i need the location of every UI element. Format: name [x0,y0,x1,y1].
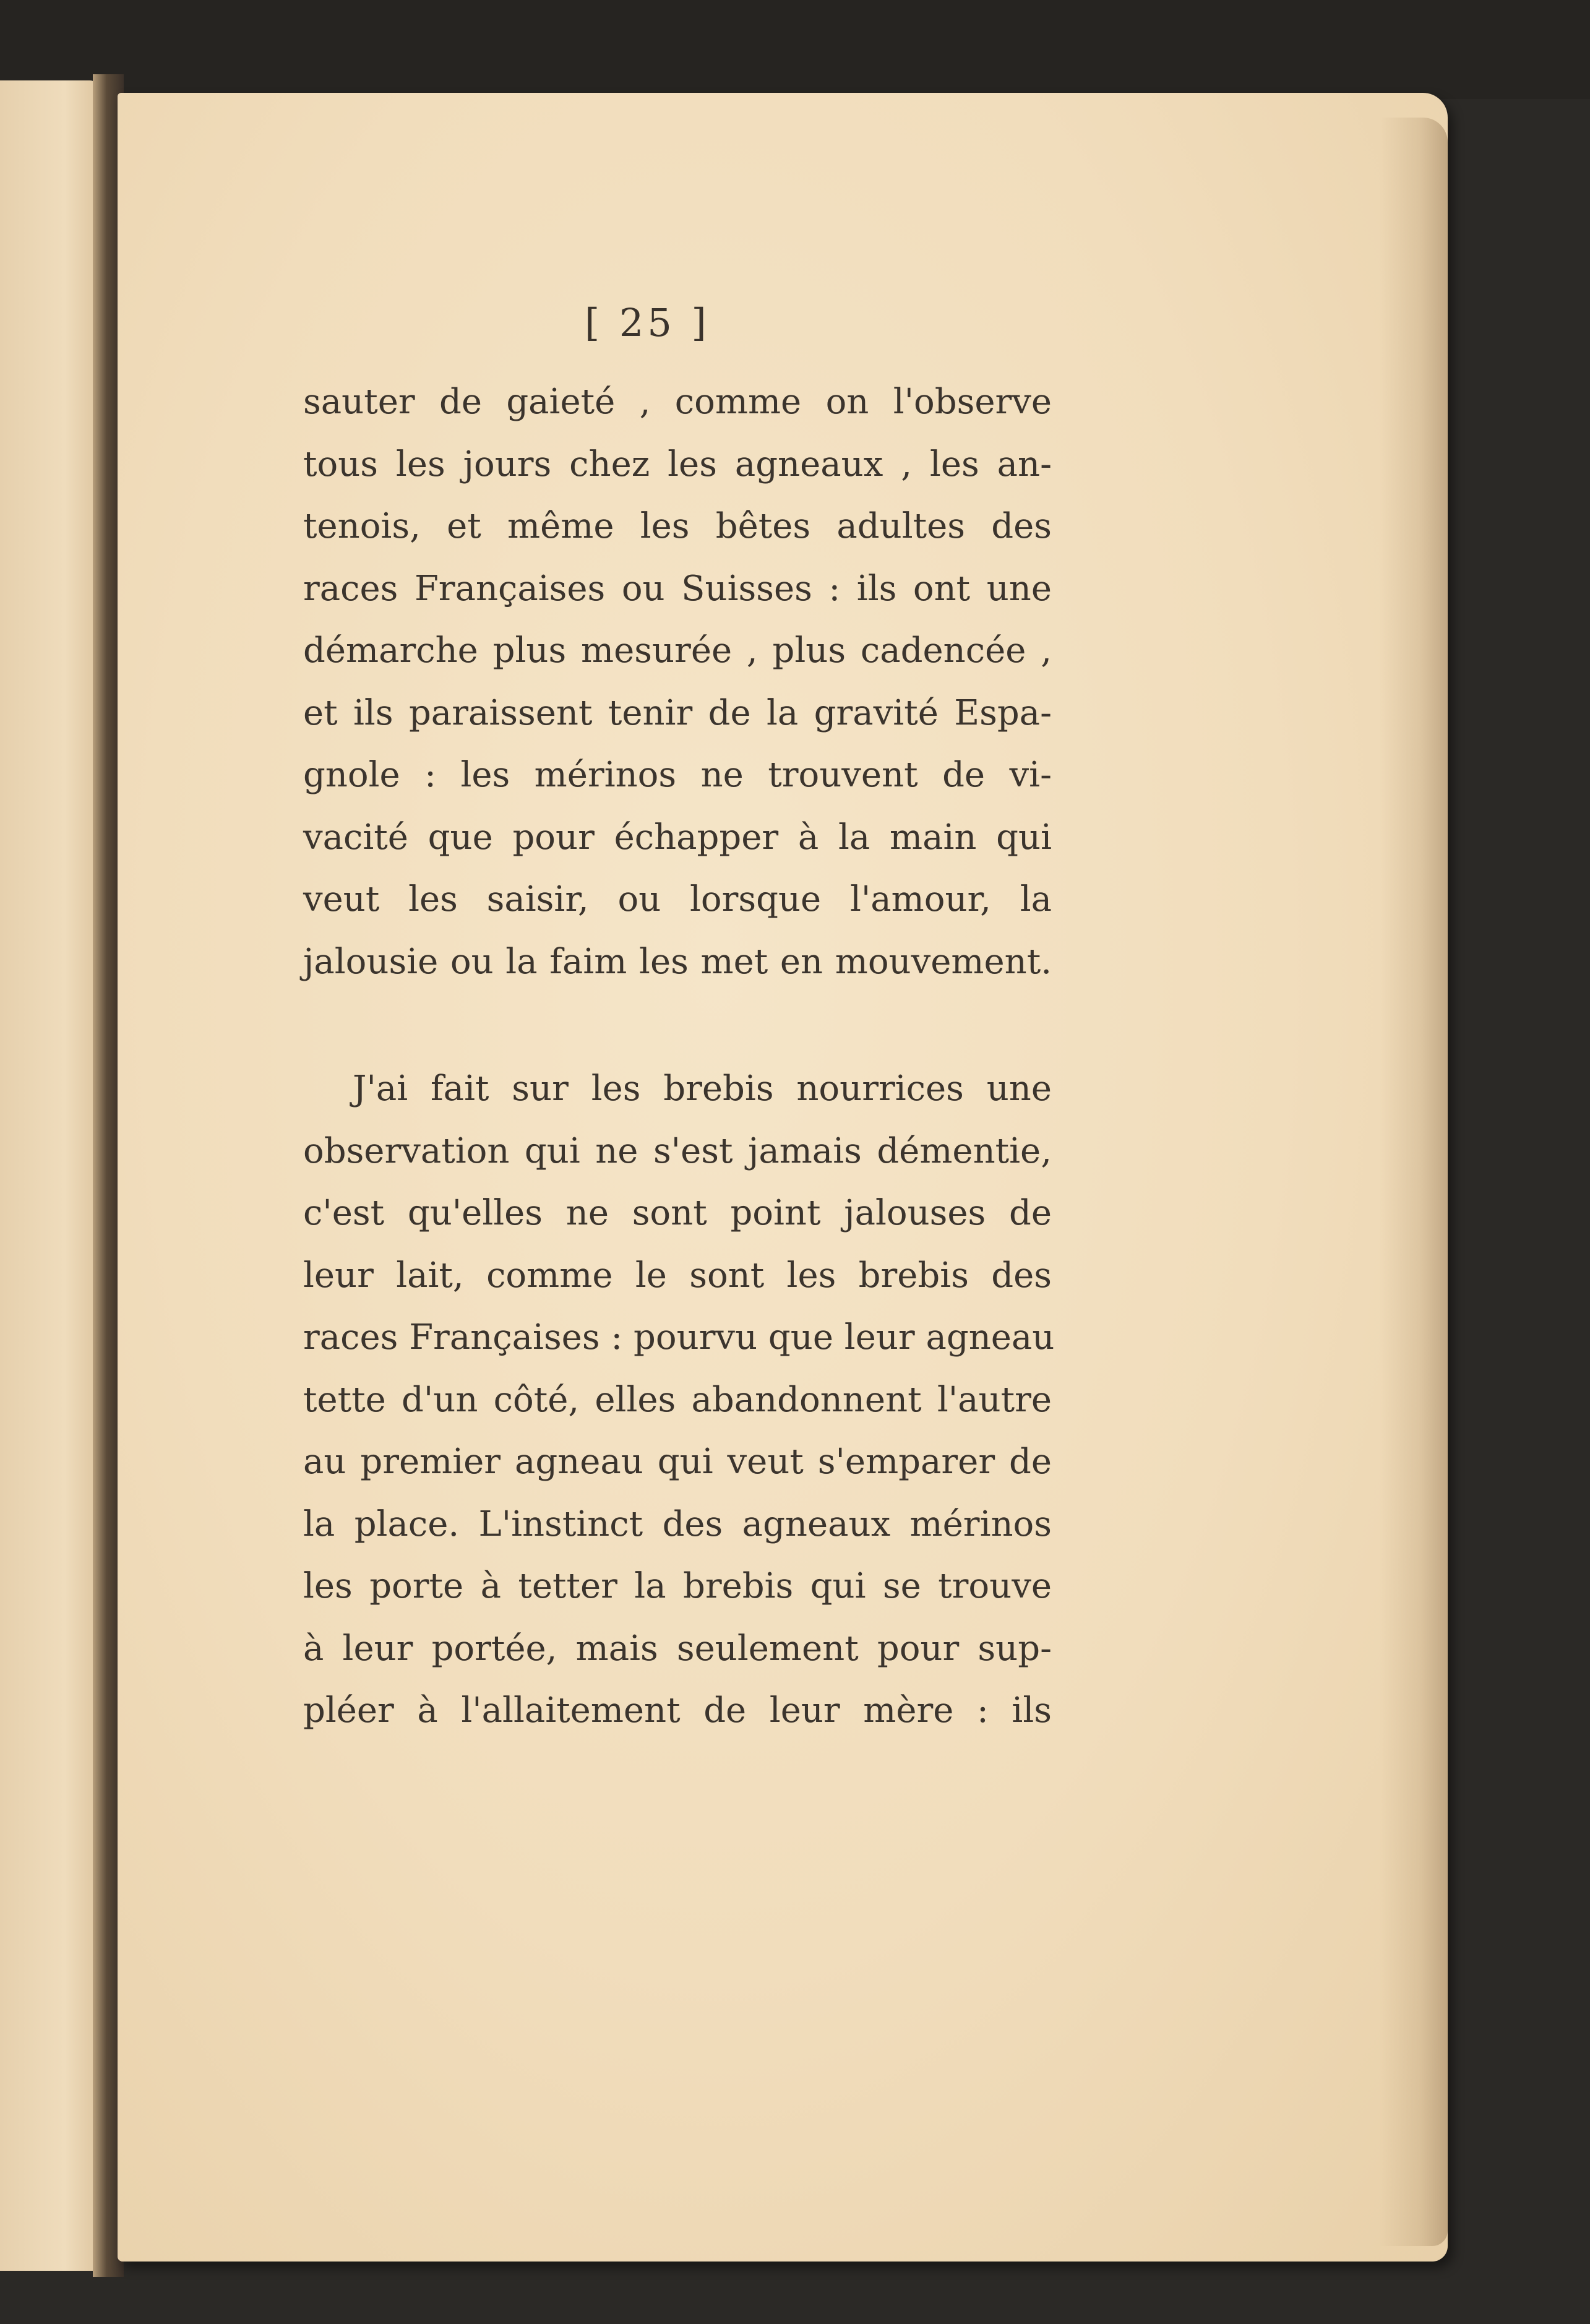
text-line: jalousie ou la faim les met en mouvement. [303,941,1052,982]
text-line: démarche plus mesurée , plus cadencée , [303,630,1052,671]
text-line: veut les saisir, ou lorsque l'amour, la [303,879,1052,919]
text-line: pléer à l'allaitement de leur mère : ils [303,1690,1052,1731]
text-line: à leur portée, mais seulement pour sup- [303,1628,1052,1669]
left-page-edge [0,80,108,2271]
text-line: observation qui ne s'est jamais démentie, [303,1130,1052,1171]
paragraph-1 [303,371,1052,993]
text-line: gnole : les mérinos ne trouvent de vi- [303,755,1052,795]
background-top [0,0,1590,99]
text-line: races Françaises : pourvu que leur agneau [303,1317,1055,1358]
paragraph-2 [303,1058,1055,1742]
text-line: les porte à tetter la brebis qui se trouve [303,1566,1052,1606]
text-line: et ils paraissent tenir de la gravité Espa- [303,692,1052,733]
text-line: au premier agneau qui veut s'emparer de [303,1442,1052,1482]
page-number: [ 25 ] [585,300,710,345]
text-line: J'ai fait sur les brebis nourrices une [353,1069,1052,1109]
text-line: tous les jours chez les agneaux , les an- [303,444,1052,484]
text-line: tette d'un côté, elles abandonnent l'autre [303,1379,1052,1420]
body-text [303,371,1055,1742]
text-line: sauter de gaieté , comme on l'observe [303,382,1052,422]
text-line: leur lait, comme le sont les brebis des [303,1255,1052,1296]
text-line: tenois, et même les bêtes adultes des [303,506,1052,546]
page-fore-edge [1380,118,1448,2246]
paragraph-gap [303,993,1052,1058]
text-line: c'est qu'elles ne sont point jalouses de [303,1193,1052,1233]
text-line: la place. L'instinct des agneaux mérinos [303,1504,1052,1544]
text-line: vacité que pour échapper à la main qui [303,817,1052,858]
text-line: races Françaises ou Suisses : ils ont une [303,568,1052,609]
